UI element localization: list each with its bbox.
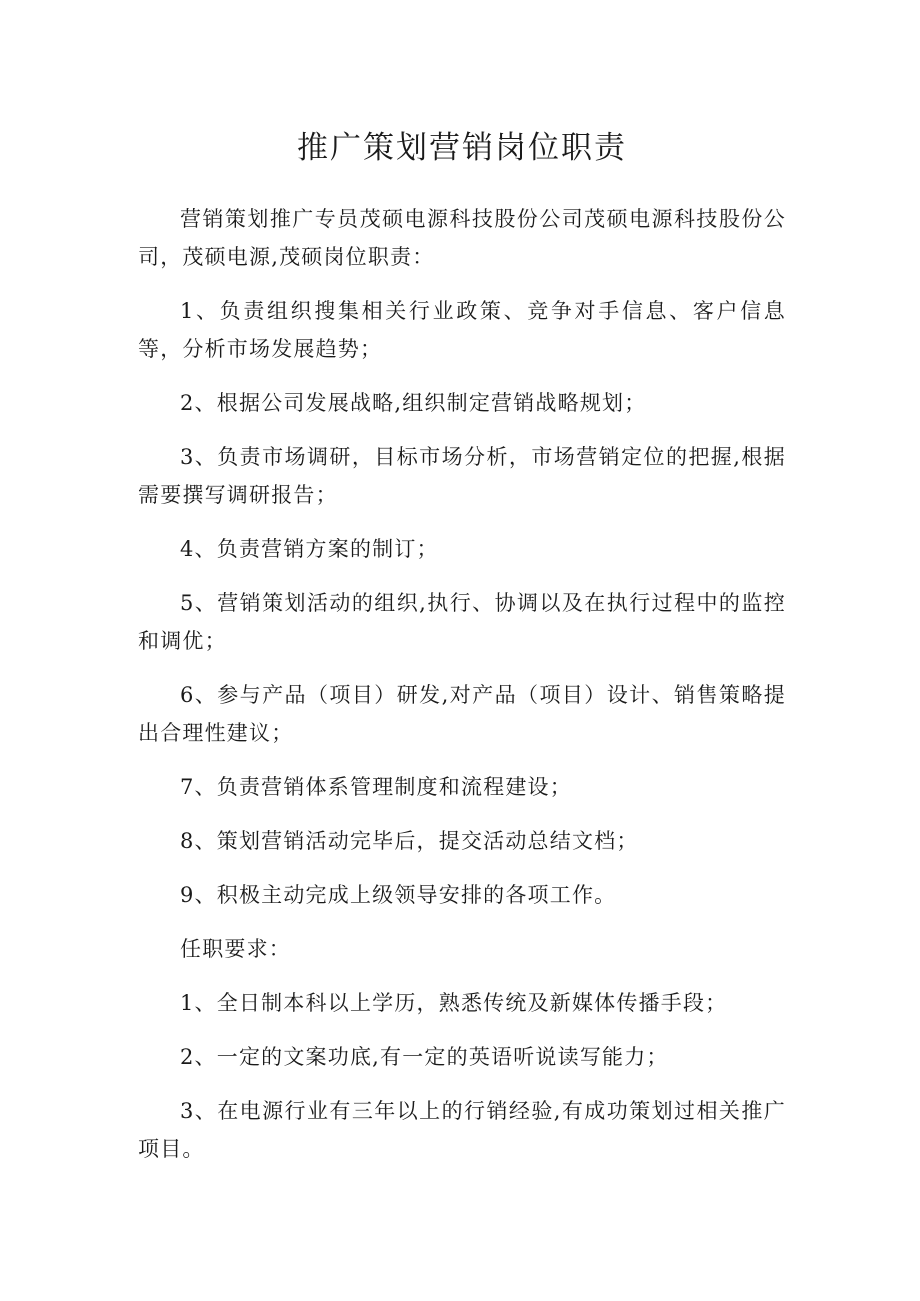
requirement-item-3: 3、在电源行业有三年以上的行销经验,有成功策划过相关推广项目。 — [138, 1099, 786, 1161]
requirement-item-1: 1、全日制本科以上学历，熟悉传统及新媒体传播手段； — [180, 991, 728, 1015]
duty-item-7: 7、负责营销体系管理制度和流程建设； — [180, 775, 572, 799]
duty-item-3: 3、负责市场调研，目标市场分析，市场营销定位的把握,根据需要撰写调研报告； — [138, 445, 786, 507]
duty-item-6: 6、参与产品（项目）研发,对产品（项目）设计、销售策略提出合理性建议； — [138, 683, 786, 745]
requirements-heading: 任职要求： — [180, 937, 291, 961]
duty-item-4: 4、负责营销方案的制订； — [180, 537, 439, 561]
duty-item-1: 1、负责组织搜集相关行业政策、竞争对手信息、客户信息等，分析市场发展趋势； — [138, 299, 786, 361]
duty-item-5: 5、营销策划活动的组织,执行、协调以及在执行过程中的监控和调优； — [138, 591, 786, 653]
requirement-item-2: 2、一定的文案功底,有一定的英语听说读写能力； — [180, 1045, 669, 1069]
intro-paragraph: 营销策划推广专员茂硕电源科技股份公司茂硕电源科技股份公司，茂硕电源,茂硕岗位职责： — [138, 207, 786, 269]
duty-item-8: 8、策划营销活动完毕后，提交活动总结文档； — [180, 829, 639, 853]
duty-item-9: 9、积极主动完成上级领导安排的各项工作。 — [180, 883, 617, 907]
duty-item-2: 2、根据公司发展战略,组织制定营销战略规划； — [180, 391, 647, 415]
document-title: 推广策划营销岗位职责 — [297, 130, 627, 166]
